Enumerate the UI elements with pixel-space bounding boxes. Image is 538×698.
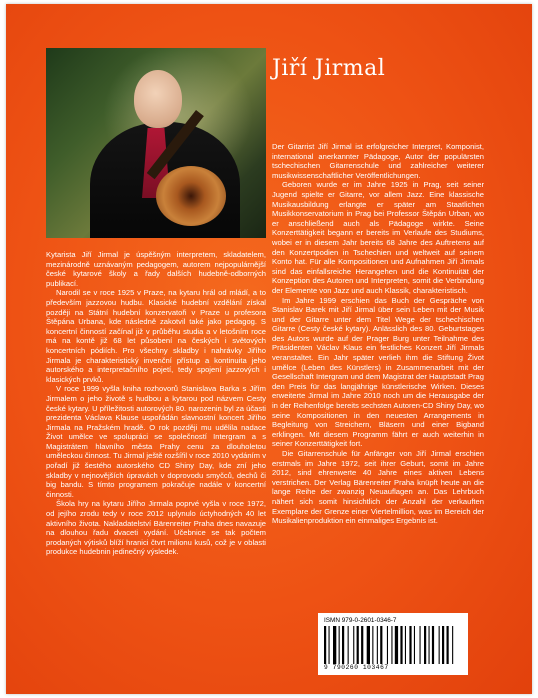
author-photo: [46, 48, 266, 238]
paragraph: Geboren wurde er im Jahre 1925 in Prag, seit seiner Jugend spielte er Gitarre, vor allem Jazz. Eine klassische Musikausbildung erlangte er später am Staatlichen Musikkonservatorium in Prag bei Professor Štěpán Urban, wo er anschließend auch als Pädagoge wirkte. Seine Konzerttätigkeit begann er bereits im Verlaufe des Studiums, wobei er in diesem Jahr bereits 68 Jahre des Auftretens auf den Konzertpodien in Tschechien und weltweit auf seinem Konto hat. Für alle Kompositionen und Aufnahmen Jiří Jirmals sind das einfallsreiche Herangehen und die Kontinuität der Konzeption des Autoren und Interpreten, somit die Verbindung der Elemente von Jazz und auch Klassik, charakteristisch.: [272, 180, 484, 295]
barcode-digits: 9 790260 103467: [324, 664, 389, 671]
paragraph: Kytarista Jiří Jirmal je úspěšným interpretem, skladatelem, mezinárodně uznávaným pedagogem, autorem nejpopulárnější české kytarové školy a řady dalších hudebně-odborných publikací.: [46, 250, 266, 288]
german-biography: [272, 142, 484, 612]
barcode-label: [318, 613, 468, 675]
paragraph: Narodil se v roce 1925 v Praze, na kytaru hrál od mládí, a to především jazzovou hudbu. Klasické hudební vzdělání získal později na Státní hudební konzervatoři v Praze u profesora Štěpána Urbana, kde následně zakotvil také jako pedagog. S koncertní činností začínal již v průběhu studia a v letošním roce má na kontě již 68 let působení na českých i světových koncertních pódiích. Pro všechny skladby i nahrávky Jiřího Jirmala je charakteristický invenční přístup a kontinuita jeho autorského a interpretačního pojetí, tedy spojení jazzových i klasických prvků.: [46, 288, 266, 384]
author-name-title: Jiří Jirmal: [272, 56, 386, 81]
guitar-image: [156, 166, 226, 226]
paragraph: V roce 1999 vyšla kniha rozhovorů Stanislava Barka s Jiřím Jirmalem o jeho životě s hudbou a kytarou pod názvem Cesty české kytary. U příležitosti autorových 80. narozenin byl za účasti prezidenta Václava Klause uspořádán slavnostní koncert Jiřího Jirmala na Pražském hradě. O rok později mu udělila nadace Život umělce ve spolupráci se společností Intergram a s Magistrátem hlavního města Prahy cenu za dlouholetou uměleckou činnost. Tu Jirmal ještě rozšířil v roce 2010 vydáním v pořadí již šestého autorského CD Shiny Day, kde zní jeho skladby v nejnovějších úpravách v doprovodu smyčců, dechů či big bandu. S tímto programem pokračuje nadále v koncertní činnosti.: [46, 384, 266, 499]
ismn-number: ISMN 979-0-2601-0346-7: [324, 617, 397, 624]
paragraph: Der Gitarrist Jiří Jirmal ist erfolgreicher Interpret, Komponist, international anerkannter Pädagoge, Autor der populärsten tschechischen Gitarrenschule und zahlreicher weiterer musikwissenschaftlicher Veröffentlichungen.: [272, 142, 484, 180]
barcode-icon: [324, 626, 462, 664]
czech-biography: [46, 250, 266, 690]
paragraph: Die Gitarrenschule für Anfänger von Jiří Jirmal erschien erstmals im Jahre 1972, seit ihrer Geburt, somit im Jahre 2012, sind ehrenwerte 40 Jahre eines aktiven Lebens verstrichen. Der Verlag Bärenreiter Praha knüpft heute an die lange Reihe der zwanzig Neuauflagen an. Das Lehrbuch nähert sich somit hinsichtlich der Anzahl der verkauften Exemplare der Grenze einer Viertelmillion, was im Bereich der Musikalienproduktion ein einmaliges Ergebnis ist.: [272, 449, 484, 526]
paragraph: Škola hry na kytaru Jiřího Jirmala poprvé vyšla v roce 1972, od jejího zrodu tedy v roce 2012 uplynulo úctyhodných 40 let aktivního života. Nakladatelství Bärenreiter Praha dnes navazuje na dlouhou řadu dvaceti vydání. Učebnice se tak počtem prodaných výtisků blíží hranici čtvrt milionu kusů, což je v oblasti produkce hudebnin jedinečný výsledek.: [46, 499, 266, 557]
paragraph: Im Jahre 1999 erschien das Buch der Gespräche von Stanislav Barek mit Jiří Jirmal über sein Leben mit der Musik und der Gitarre unter dem Titel Wege der tschechischen Gitarre (Cesty české kytary). Anlässlich des 80. Geburtstages des Autors wurde auf der Prager Burg unter Teilnahme des Präsidenten Václav Klaus ein festliches Konzert Jiří Jirmals veranstaltet. Ein Jahr später verlieh ihm die Stiftung Život umělce (Leben des Künstlers) in Zusammenarbeit mit der Gesellschaft Intergram und dem Magistrat der Hauptstadt Prag den Preis für das langjährige künstlerische Wirken. Dieses erweiterte Jirmal im Jahre 2010 noch um die Herausgabe der in der Reihenfolge bereits sechsten Autoren-CD Shiny Day, wo seine Kompositionen in den neuesten Arrangements in Begleitung von Streichern, Bläsern und einer Bigband erklingen. Mit diesem Programm fährt er auch weiterhin in seiner Konzerttätigkeit fort.: [272, 295, 484, 449]
